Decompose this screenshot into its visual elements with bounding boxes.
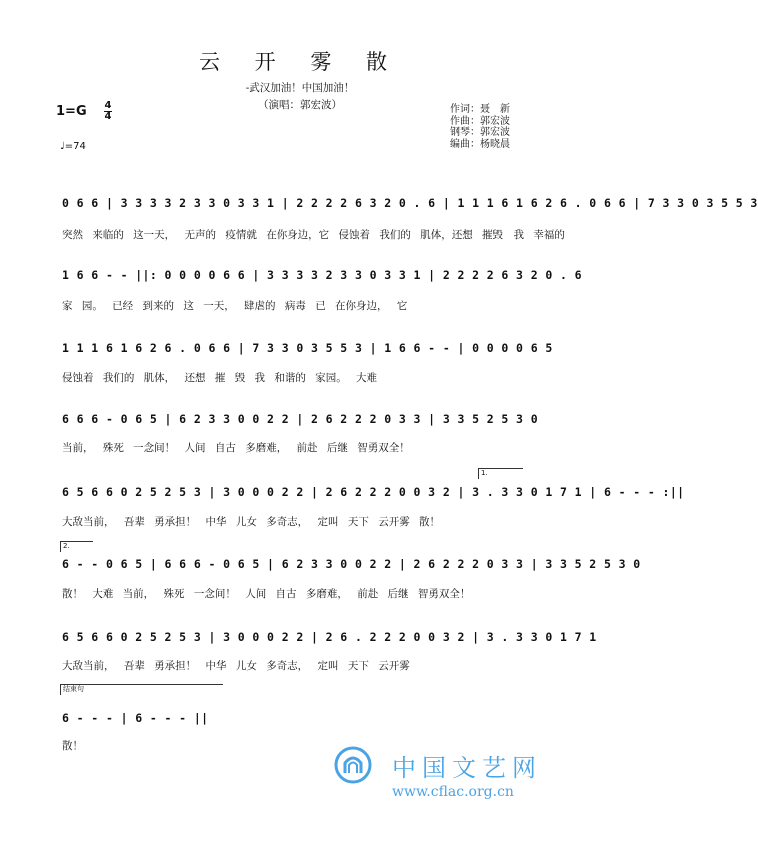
score-line-3-notes: 1 1 1 6 1 6 2 6 . 0 6 6 | 7 3 3 0 3 5 5 3 | 1 6 6 - - | 0 0 0 0 6 5 bbox=[62, 341, 553, 355]
score-line-4-notes: 6 6 6 - 0 6 5 | 6 2 3 3 0 0 2 2 | 2 6 2 2 2 0 3 3 | 3 3 5 2 5 3 0 bbox=[62, 412, 539, 426]
score-line-5-notes: 6 5 6 6 0 2 5 2 5 3 | 3 0 0 0 2 2 | 2 6 2 2 2 0 0 3 2 | 3 . 3 3 0 1 7 1 | 6 - - - :|| bbox=[62, 485, 685, 499]
time-signature bbox=[101, 101, 115, 122]
score-line-1-lyrics: 突然 来临的 这一天， 无声的 疫情就 在你身边，它 侵蚀着 我们的 肌体，还想 摧毁 我 幸福的 bbox=[62, 229, 565, 241]
score-line-4-lyrics: 当前， 殊死 一念间！ 人间 自古 多磨难， 前赴 后继 智勇双全！ bbox=[62, 442, 410, 454]
credits-block bbox=[450, 104, 510, 150]
logo-site-name: 中国文艺网 bbox=[392, 754, 542, 782]
lyricist-credit: 作词：聂 新 bbox=[450, 104, 510, 115]
cflac-logo-icon bbox=[333, 745, 373, 785]
score-line-8-lyrics: 散！ bbox=[62, 740, 83, 752]
first-ending-bracket: 1. bbox=[478, 468, 523, 479]
singer-credit: （演唱：郭宏波） bbox=[258, 99, 342, 111]
score-line-7-notes: 6 5 6 6 0 2 5 2 5 3 | 3 0 0 0 2 2 | 2 6 . 2 2 2 0 0 3 2 | 3 . 3 3 0 1 7 1 bbox=[62, 630, 597, 644]
song-subtitle: -武汉加油！中国加油！ bbox=[245, 82, 355, 94]
composer-credit: 作曲：郭宏波 bbox=[450, 115, 510, 127]
song-title: 云 开 雾 散 bbox=[198, 50, 402, 74]
score-line-2-lyrics: 家 园。 已经 到来的 这 一天， 肆虐的 病毒 已 在你身边， 它 bbox=[62, 300, 408, 312]
logo-site-url: www.cflac.org.cn bbox=[392, 784, 514, 800]
score-line-6-lyrics: 散！ 大难 当前， 殊死 一念间！ 人间 自古 多磨难， 前赴 后继 智勇双全！ bbox=[62, 588, 471, 600]
score-line-3-lyrics: 侵蚀着 我们的 肌体， 还想 摧 毁 我 和谐的 家园。 大难 bbox=[62, 372, 378, 384]
final-ending-bracket: 结束句 bbox=[60, 684, 223, 695]
score-line-5-lyrics: 大敌当前， 吾辈 勇承担！ 中华 儿女 多奇志， 定叫 天下 云开雾 散！ bbox=[62, 516, 441, 528]
piano-credit: 钢琴：郭宏波 bbox=[450, 127, 510, 138]
score-line-6-notes: 6 - - 0 6 5 | 6 6 6 - 0 6 5 | 6 2 3 3 0 0 2 2 | 2 6 2 2 2 0 3 3 | 3 3 5 2 5 3 0 bbox=[62, 557, 641, 571]
meter-bottom: 4 bbox=[104, 111, 112, 122]
arranger-credit: 编曲：杨晓晨 bbox=[450, 138, 510, 150]
key-signature: 1=G bbox=[56, 104, 87, 119]
score-line-8-notes: 6 - - - | 6 - - - || bbox=[62, 711, 209, 725]
score-line-7-lyrics: 大敌当前， 吾辈 勇承担！ 中华 儿女 多奇志， 定叫 天下 云开雾 bbox=[62, 660, 410, 672]
second-ending-bracket: 2. bbox=[60, 541, 93, 552]
score-line-2-notes: 1 6 6 - - ||: 0 0 0 0 6 6 | 3 3 3 3 2 3 3 0 3 3 1 | 2 2 2 2 6 3 2 0 . 6 bbox=[62, 268, 582, 282]
tempo-marking: ♩=74 bbox=[60, 141, 86, 152]
meter-top: 4 bbox=[104, 100, 112, 111]
score-line-1-notes: 0 6 6 | 3 3 3 3 2 3 3 0 3 3 1 | 2 2 2 2 6 3 2 0 . 6 | 1 1 1 6 1 6 2 6 . 0 6 6 | 7 3 3 0 3 5 5 3 bbox=[62, 196, 758, 210]
